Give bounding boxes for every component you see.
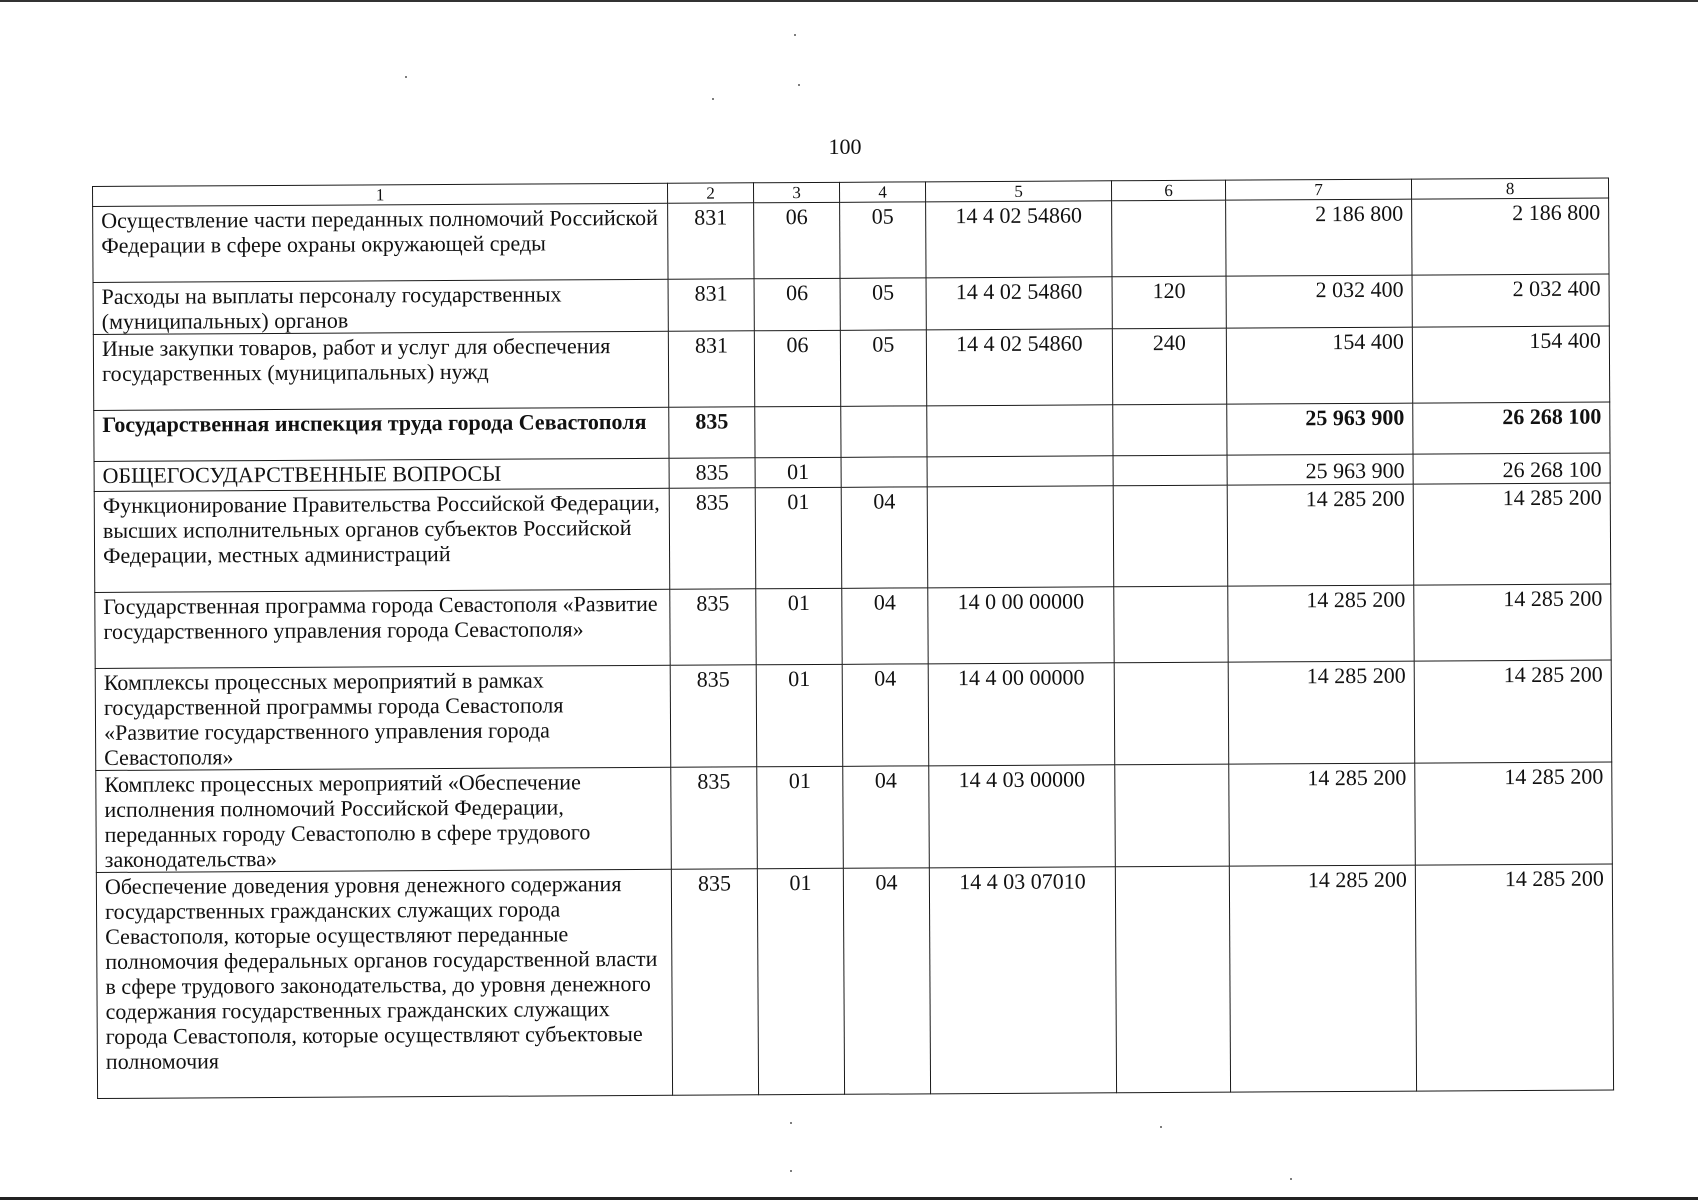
row-amount-7: 14 285 200 (1228, 585, 1414, 662)
row-amount-7: 14 285 200 (1227, 484, 1414, 586)
row-code-3: 06 (754, 330, 840, 406)
row-code-4: 05 (840, 330, 926, 406)
scan-speck (794, 34, 796, 36)
row-amount-7: 14 285 200 (1229, 865, 1416, 1092)
row-code-6 (1112, 200, 1226, 277)
scan-speck (405, 76, 407, 78)
row-code-2: 835 (670, 589, 756, 665)
row-code-2: 835 (670, 665, 757, 767)
row-code-4 (841, 457, 927, 487)
row-amount-8: 14 285 200 (1415, 864, 1613, 1091)
row-code-3: 01 (756, 588, 842, 664)
col-header-4: 4 (839, 182, 925, 202)
row-code-4: 04 (843, 868, 930, 1094)
row-code-5: 14 4 03 00000 (929, 765, 1116, 868)
row-code-6 (1115, 866, 1230, 1093)
row-code-3: 01 (757, 868, 844, 1094)
row-name: Государственная инспекция труда города Севастополя (94, 407, 669, 461)
row-code-3: 01 (755, 487, 842, 588)
table-row (93, 326, 1609, 410)
row-code-6 (1113, 455, 1227, 486)
table-row (94, 483, 1611, 592)
row-name: ОБЩЕГОСУДАРСТВЕННЫЕ ВОПРОСЫ (94, 458, 669, 491)
row-code-4: 04 (842, 588, 928, 664)
row-code-5 (927, 486, 1114, 588)
table-row (96, 864, 1613, 1098)
row-amount-7: 2 186 800 (1226, 199, 1412, 276)
row-amount-8: 2 032 400 (1412, 274, 1609, 327)
row-name: Функционирование Правительства Российской Федерации, высших исполнительных органов субъектов Российской Федерации, местных администраций (94, 488, 670, 592)
row-amount-7: 25 963 900 (1227, 454, 1413, 485)
table-row (96, 762, 1613, 872)
col-header-6: 6 (1111, 180, 1225, 201)
col-header-1: 1 (93, 183, 668, 206)
scan-speck (1290, 1178, 1292, 1180)
table-row (95, 660, 1612, 770)
row-code-5: 14 4 02 54860 (926, 277, 1112, 330)
scan-speck (712, 98, 714, 100)
row-amount-8: 14 285 200 (1415, 762, 1613, 865)
table-row (94, 402, 1610, 461)
col-header-7: 7 (1225, 179, 1411, 200)
row-code-5: 14 4 03 07010 (929, 867, 1116, 1094)
row-name: Иные закупки товаров, работ и услуг для обеспечения государственных (муниципальных) нужд (93, 331, 668, 410)
row-amount-7: 14 285 200 (1228, 661, 1415, 764)
row-name: Расходы на выплаты персоналу государственных (муниципальных) органов (93, 279, 668, 334)
row-code-2: 831 (668, 203, 754, 279)
budget-table (92, 178, 1614, 1099)
row-code-6: 240 (1112, 328, 1226, 405)
col-header-5: 5 (925, 181, 1111, 202)
row-code-2: 835 (669, 488, 756, 589)
col-header-3: 3 (753, 182, 839, 202)
row-amount-7: 25 963 900 (1227, 403, 1413, 455)
row-code-4: 05 (840, 278, 926, 330)
row-code-4: 04 (841, 487, 928, 588)
row-code-5: 14 0 00 00000 (928, 587, 1114, 664)
page-number: 100 (828, 134, 862, 159)
scan-border-top (0, 0, 1698, 2)
table-row (93, 274, 1609, 334)
col-header-2: 2 (667, 183, 753, 203)
row-code-2: 835 (671, 767, 758, 869)
row-code-2: 835 (669, 407, 755, 458)
row-code-3: 01 (756, 664, 843, 766)
row-code-5 (927, 456, 1113, 487)
row-amount-8: 26 268 100 (1413, 453, 1610, 484)
row-code-6 (1113, 485, 1228, 587)
row-amount-8: 154 400 (1412, 326, 1609, 403)
row-code-6 (1114, 662, 1229, 765)
scan-speck (790, 1170, 792, 1172)
row-amount-8: 2 186 800 (1412, 198, 1609, 275)
row-code-4 (841, 406, 927, 457)
row-code-3 (755, 406, 841, 457)
row-code-6: 120 (1112, 276, 1226, 329)
row-name: Обеспечение доведения уровня денежного содержания государственных гражданских служащих города Севастополя, которые осуществляют переданные полномочия федеральных органов государственной власти в сфере трудового законодательства, до уровня денежного содержания государственных гражданских служащих города Севастополя, которые осуществляют субъектовые полномочия (96, 869, 672, 1098)
scan-speck (798, 84, 800, 86)
row-code-3: 01 (757, 766, 844, 868)
row-amount-7: 2 032 400 (1226, 275, 1412, 328)
row-code-5: 14 4 00 00000 (928, 663, 1115, 766)
row-code-5 (927, 405, 1113, 457)
row-code-6 (1114, 586, 1228, 663)
row-code-6 (1115, 764, 1230, 867)
row-code-3: 06 (754, 202, 840, 278)
row-amount-7: 154 400 (1226, 327, 1412, 404)
row-name: Государственная программа города Севастополя «Развитие государственного управления города Севастополя» (95, 589, 670, 668)
table-row (95, 584, 1611, 668)
scan-speck (790, 1122, 792, 1124)
row-name: Осуществление части переданных полномочий Российской Федерации в сфере охраны окружающей среды (93, 203, 668, 282)
row-code-4: 05 (840, 202, 926, 278)
row-code-6 (1113, 404, 1227, 456)
scan-speck (1160, 1126, 1162, 1128)
row-code-3: 06 (754, 278, 840, 330)
row-code-2: 835 (671, 869, 758, 1095)
col-header-8: 8 (1411, 178, 1608, 199)
row-code-4: 04 (842, 664, 929, 766)
row-amount-8: 26 268 100 (1413, 402, 1610, 454)
row-code-2: 831 (668, 279, 754, 331)
row-amount-8: 14 285 200 (1414, 584, 1611, 661)
row-name: Комплекс процессных мероприятий «Обеспечение исполнения полномочий Российской Федерации, переданных городу Севастополю в сфере трудового законодательства» (96, 767, 672, 872)
row-code-5: 14 4 02 54860 (926, 329, 1112, 406)
row-name: Комплексы процессных мероприятий в рамках государственной программы города Севастополя «Развитие государственного управления города Севастополя» (95, 665, 671, 770)
row-amount-8: 14 285 200 (1414, 660, 1612, 763)
row-amount-8: 14 285 200 (1413, 483, 1611, 585)
row-code-2: 835 (669, 458, 755, 488)
row-code-5: 14 4 02 54860 (926, 201, 1112, 278)
row-code-2: 831 (668, 331, 754, 407)
row-amount-7: 14 285 200 (1229, 763, 1416, 866)
row-code-4: 04 (843, 766, 930, 868)
table-row (93, 198, 1609, 282)
row-code-3: 01 (755, 457, 841, 487)
